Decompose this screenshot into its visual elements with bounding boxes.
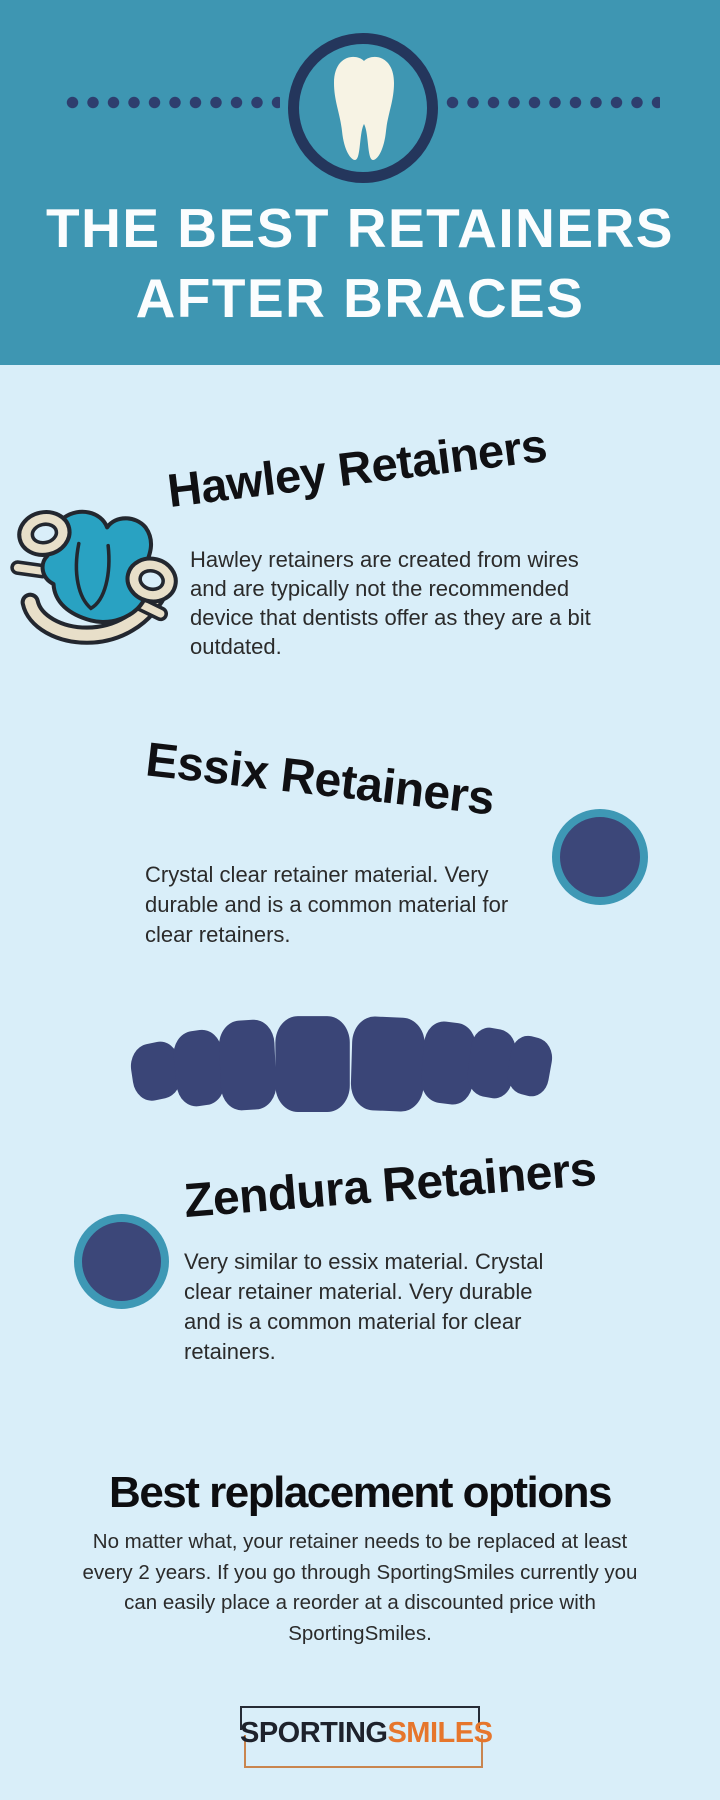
- replacement-paragraph: [40, 1527, 680, 1649]
- dotted-line-left: [66, 96, 280, 109]
- hawley-heading: Hawley Retainers: [164, 417, 550, 518]
- zendura-line: clear retainer material. Very durable: [184, 1279, 533, 1304]
- sportingsmiles-logo: [240, 1706, 493, 1768]
- zendura-line: retainers.: [184, 1339, 276, 1364]
- zendura-line: and is a common material for clear: [184, 1309, 522, 1334]
- zendura-accent-circle: [74, 1214, 169, 1309]
- tooth-icon: [320, 46, 408, 166]
- hawley-paragraph: [190, 545, 660, 661]
- main-title-line1: THE BEST RETAINERS: [46, 197, 674, 259]
- hawley-retainer-illustration: [10, 503, 182, 655]
- zendura-line: Very similar to essix material. Crystal: [184, 1249, 544, 1274]
- essix-line: durable and is a common material for: [145, 892, 509, 917]
- replacement-line: No matter what, your retainer needs to be replaced at least: [92, 1530, 628, 1553]
- replacement-line: SportingSmiles.: [288, 1621, 432, 1645]
- header-band: [0, 0, 720, 365]
- logo-text-sporting: SPORTING: [240, 1717, 388, 1749]
- essix-line: clear retainers.: [145, 922, 291, 947]
- replacement-line: every 2 years. If you go through SportingSmiles currently you: [82, 1560, 638, 1584]
- hawley-line: and are typically not the recommended: [190, 576, 570, 601]
- hawley-line: Hawley retainers are created from wires: [190, 547, 579, 572]
- essix-paragraph: [145, 860, 575, 950]
- logo-text-smiles: SMILES: [387, 1717, 493, 1749]
- zendura-paragraph: [184, 1247, 604, 1367]
- essix-line: Crystal clear retainer material. Very: [145, 862, 489, 887]
- teeth-illustration: [130, 1012, 554, 1114]
- hawley-line: device that dentists offer as they are a bit: [190, 605, 591, 630]
- logo-text: [240, 1717, 493, 1750]
- replacement-line: can easily place a reorder at a discounted price with: [124, 1591, 596, 1614]
- dotted-line-right: [446, 96, 660, 109]
- hawley-line: outdated.: [190, 634, 282, 659]
- replacement-heading: Best replacement options: [109, 1468, 611, 1517]
- essix-heading: Essix Retainers: [143, 733, 497, 826]
- main-title-line2: AFTER BRACES: [135, 267, 585, 329]
- zendura-heading: Zendura Retainers: [182, 1142, 598, 1229]
